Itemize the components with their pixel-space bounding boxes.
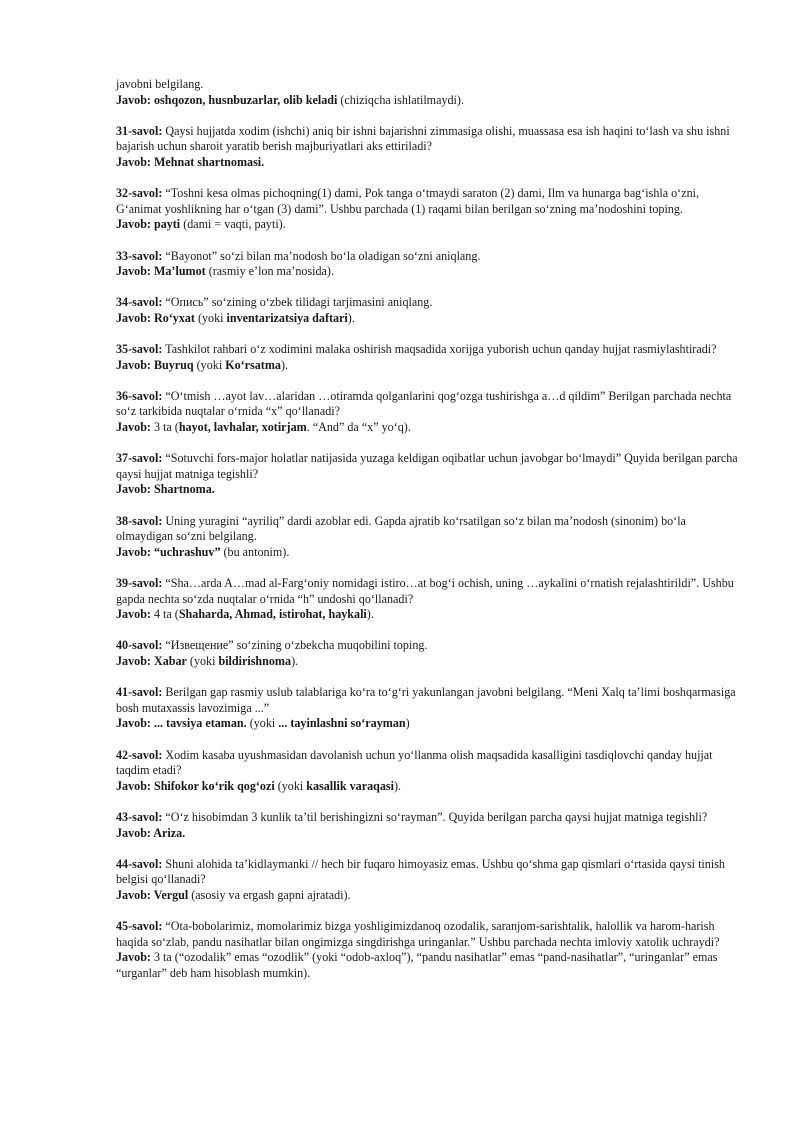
answer-bold-segment: Javob: payti xyxy=(116,217,181,232)
question-block xyxy=(116,638,740,669)
answer-line xyxy=(116,358,740,374)
answer-segment: (yoki xyxy=(194,310,227,325)
question-block xyxy=(116,919,740,981)
question-block xyxy=(116,389,740,436)
question-body: “Извещение” so‘zining o‘zbekcha muqobilini toping. xyxy=(162,638,428,653)
question-block xyxy=(116,576,740,623)
answer-segment: (yoki xyxy=(246,716,279,731)
answer-bold-segment: Javob: xyxy=(116,607,151,622)
question-text xyxy=(116,124,740,155)
answer-bold: oshqozon, husnbuzarlar, olib keladi xyxy=(153,92,338,107)
question-text xyxy=(116,576,740,607)
question-body: “Sotuvchi fors-major holatlar natijasida yuzaga keldigan oqibatlar uchun javobgar bo‘lmaydi” Quyida berilgan parcha qaysi hujjat matniga tegishli? xyxy=(116,451,738,481)
question-block xyxy=(116,857,740,904)
answer-segment: (yoki xyxy=(193,357,226,372)
question-body: Berilgan gap rasmiy uslub talablariga ko‘ra to‘g‘ri yakunlangan javobni belgilang. “Meni Xalq ta’limi boshqarmasiga bosh mutaxassis lavozimiga ...” xyxy=(116,685,736,715)
answer-segment: 4 ta ( xyxy=(150,607,179,622)
question-body: Shuni alohida ta’kidlaymanki // hech bir fuqaro himoyasiz emas. Ushbu qo‘shma gap qismlari o‘rtasida qaysi tinish belgisi qo‘llanadi? xyxy=(116,856,725,887)
question-label: 42-savol: xyxy=(116,747,163,762)
question-label: 37-savol: xyxy=(116,451,163,466)
question-label: 44-savol: xyxy=(116,856,163,871)
question-text xyxy=(116,295,740,311)
intro-block xyxy=(116,77,740,108)
question-text xyxy=(116,919,740,950)
question-body: “Toshni kesa olmas pichoqning(1) dami, Pok tanga o‘tmaydi saraton (2) dami, Ilm va hunarga bag‘ishla o‘zni, G‘animat yoshlikning har o‘tgan (3) dami”. Ushbu parchada (1) raqami bilan berilgan so‘zning ma’nodoshini toping. xyxy=(116,186,699,216)
question-label: 39-savol: xyxy=(116,576,163,590)
answer-bold-segment: Javob: Shartnoma. xyxy=(116,482,215,497)
answer-bold-segment: Javob: Buyruq xyxy=(116,357,194,372)
question-block xyxy=(116,295,740,326)
answer-bold-segment: inventarizatsiya daftari xyxy=(226,310,348,325)
question-text xyxy=(116,638,740,654)
answer-line xyxy=(116,420,740,436)
answer-line xyxy=(116,155,740,171)
answer-bold-segment: Shaharda, Ahmad, istirohat, haykali xyxy=(178,607,367,622)
question-block xyxy=(116,685,740,732)
answer-bold-segment: bildirishnoma xyxy=(218,653,292,668)
answer-line xyxy=(116,716,740,732)
answer-rest: (chiziqcha ishlatilmaydi). xyxy=(337,92,464,107)
answer-bold-segment: hayot, lavhalar, xotirjam xyxy=(178,420,307,435)
question-text xyxy=(116,451,740,482)
answer-segment: ). xyxy=(347,310,355,325)
answer-segment: ). xyxy=(280,357,289,372)
questions-list xyxy=(116,124,740,982)
answer-bold-segment: Javob: Ariza. xyxy=(116,825,186,840)
answer-bold-segment: kasallik varaqasi xyxy=(306,778,394,793)
answer-bold-segment: Javob: Xabar xyxy=(116,653,187,668)
question-body: “O‘z hisobimdan 3 kunlik ta’til berishingizni so‘rayman”. Quyida berilgan parcha qaysi hujjat matniga tegishli? xyxy=(162,809,708,824)
answer-line xyxy=(116,482,740,498)
question-label: 40-savol: xyxy=(116,638,163,653)
question-label: 38-savol: xyxy=(116,513,163,528)
question-text xyxy=(116,514,740,545)
answer-segment: (yoki xyxy=(186,653,219,668)
question-block xyxy=(116,342,740,373)
answer-bold-segment: Javob: xyxy=(116,420,151,435)
question-label: 33-savol: xyxy=(116,248,163,263)
answer-label: Javob: xyxy=(116,92,151,107)
answer-bold-segment: Javob: xyxy=(116,950,151,965)
question-label: 35-savol: xyxy=(116,342,163,357)
answer-segment: (bu antonim). xyxy=(220,544,290,559)
question-body: Uning yuragini “ayriliq” dardi azoblar edi. Gapda ajratib ko‘rsatilgan so‘z bilan ma’nodosh (sinonim) bo‘la olmaydigan so‘zni belgilang. xyxy=(116,513,686,544)
answer-segment: (rasmiy e’lon ma’nosida). xyxy=(205,264,334,279)
answer-segment: . “And” da “x” yo‘q). xyxy=(306,420,411,435)
answer-line xyxy=(116,264,740,280)
question-text xyxy=(116,685,740,716)
answer-line xyxy=(116,779,740,795)
question-label: 43-savol: xyxy=(116,809,163,824)
question-text xyxy=(116,249,740,265)
question-label: 31-savol: xyxy=(116,123,163,138)
answer-segment: ). xyxy=(366,607,374,622)
answer-segment: ) xyxy=(405,716,410,731)
answer-segment: 3 ta ( xyxy=(150,420,179,435)
question-text xyxy=(116,389,740,420)
answer-bold-segment: Javob: Mehnat shartnomasi. xyxy=(116,154,265,169)
answer-segment: (asosiy va ergash gapni ajratadi). xyxy=(188,887,351,902)
answer-bold-segment: Javob: Ma’lumot xyxy=(116,264,206,279)
question-text xyxy=(116,342,740,358)
question-label: 36-savol: xyxy=(116,388,163,403)
answer-line xyxy=(116,607,740,623)
question-block xyxy=(116,249,740,280)
question-text xyxy=(116,810,740,826)
answer-bold-segment: Javob: Ro‘yxat xyxy=(116,310,195,325)
question-block xyxy=(116,810,740,841)
question-text xyxy=(116,186,740,217)
answer-bold-segment: Javob: ... tavsiya etaman. xyxy=(116,716,247,731)
question-block xyxy=(116,451,740,498)
answer-line xyxy=(116,545,740,561)
question-label: 45-savol: xyxy=(116,919,163,934)
question-label: 34-savol: xyxy=(116,295,163,310)
question-body: Qaysi hujjatda xodim (ishchi) aniq bir ishni bajarishni zimmasiga olishi, muassasa esa ish haqini to‘lash va shu ishni bajarish uchun sharoit yaratib berish majburiyatlari aks ettiriladi? xyxy=(116,123,730,154)
question-label: 41-savol: xyxy=(116,685,163,700)
answer-bold-segment: Javob: Shifokor ko‘rik qog‘ozi xyxy=(116,778,275,793)
answer-bold-segment: Javob: “uchrashuv” xyxy=(116,544,221,559)
question-label: 32-savol: xyxy=(116,186,163,201)
question-body: “Bayonot” so‘zi bilan ma’nodosh bo‘la oladigan so‘zni aniqlang. xyxy=(162,248,481,263)
intro-line: javobni belgilang. xyxy=(116,77,204,91)
question-body: “O‘tmish …ayot lav…alaridan …otiramda qolganlarini qog‘ozga tushirishga a…d qildim” Berilgan parchada nechta so‘z tarkibida nuqtalar o‘rnida “x” qo‘llanadi? xyxy=(116,388,732,419)
answer-line xyxy=(116,217,740,233)
answer-line xyxy=(116,826,740,842)
question-block xyxy=(116,124,740,171)
question-body: “Ota-bobolarimiz, momolarimiz bizga yoshligimizdanoq ozodalik, saranjom-sarishtalik, halollik va harom-harish haqida so‘zlab, pandu nasihatlar bilan ongimizga singdirishga uringanlar.” Ushbu parchada nechta imloviy xatolik uchraydi? xyxy=(116,919,720,949)
intro-answer xyxy=(116,93,740,109)
question-block xyxy=(116,514,740,561)
answer-line xyxy=(116,654,740,670)
question-text xyxy=(116,748,740,779)
question-body: Xodim kasaba uyushmasidan davolanish uchun yo‘llanma olish maqsadida kasalligini tasdiqlovchi qanday hujjat taqdim etadi? xyxy=(116,747,713,778)
question-body: “Sha…arda A…mad al-Farg‘oniy nomidagi istiro…at bog‘i ochish, uning …aykalini o‘rnatish rejalashtirildi”. Ushbu gapda nechta so‘zda nuqtalar o‘rnida “h” undoshi qo‘llanadi? xyxy=(116,576,734,606)
question-text xyxy=(116,857,740,888)
answer-segment: ). xyxy=(394,778,402,793)
question-block xyxy=(116,748,740,795)
answer-segment: (yoki xyxy=(274,778,307,793)
question-body: Tashkilot rahbari o‘z xodimini malaka oshirish maqsadida xorijga yuborish uchun qanday hujjat rasmiylashtiradi? xyxy=(162,342,717,357)
answer-segment: 3 ta (“ozodalik” emas “ozodlik” (yoki “odob-axloq”), “pandu nasihatlar” emas “pand-nasihatlar”, “uringanlar” emas “urganlar” deb ham hisoblash mumkin). xyxy=(116,950,718,980)
question-block xyxy=(116,186,740,233)
question-body: “Опись” so‘zining o‘zbek tilidagi tarjimasini aniqlang. xyxy=(162,295,433,310)
answer-bold-segment: Javob: Vergul xyxy=(116,887,189,902)
answer-line xyxy=(116,888,740,904)
answer-segment: ). xyxy=(291,653,299,668)
answer-segment: (dami = vaqti, payti). xyxy=(180,217,286,232)
answer-bold-segment: ... tayinlashni so‘rayman xyxy=(278,716,406,731)
answer-line xyxy=(116,950,740,981)
answer-line xyxy=(116,311,740,327)
answer-bold-segment: Ko‘rsatma xyxy=(225,357,281,372)
